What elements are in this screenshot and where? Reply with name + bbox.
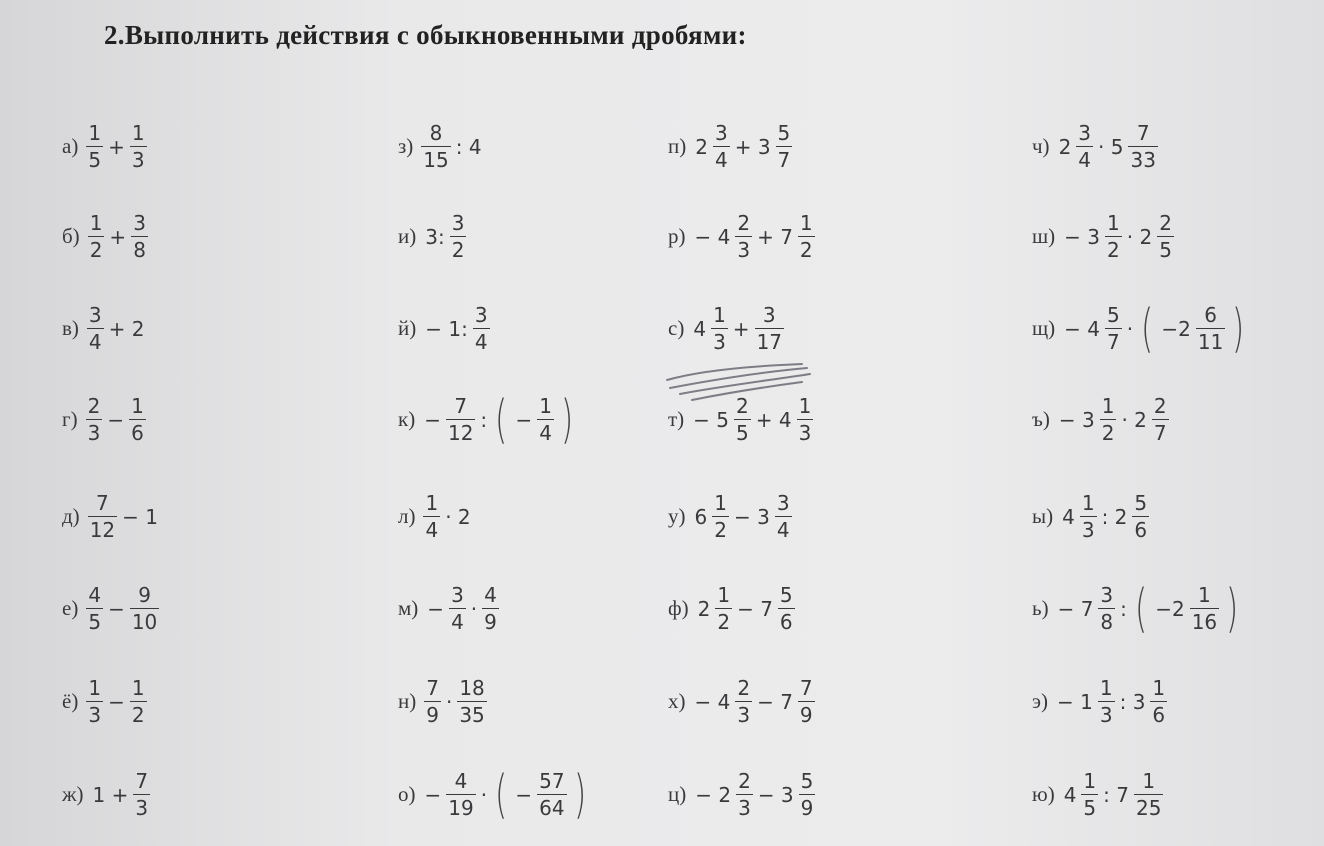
fraction (86, 393, 103, 446)
exercise-label: т) (668, 407, 685, 431)
denominator: 9 (799, 703, 813, 727)
fraction (1098, 582, 1115, 635)
numerator: 2 (737, 676, 751, 700)
exercise-label: в) (62, 316, 79, 340)
fraction (1196, 302, 1225, 355)
fraction (87, 302, 104, 355)
operator-text: + 7 (757, 224, 793, 249)
operator-text: + 4 (755, 407, 792, 432)
numerator: 7 (426, 676, 439, 700)
exercise-label: ш) (1032, 224, 1056, 248)
fraction (133, 768, 150, 821)
fraction (1080, 490, 1097, 543)
denominator: 6 (1134, 518, 1148, 542)
exercise-label: б) (62, 224, 80, 248)
fraction (130, 582, 159, 635)
exercise-label: с) (668, 316, 685, 340)
numerator: 2 (1153, 394, 1167, 418)
pen-scribble (662, 358, 812, 408)
operator-text: 4 (1063, 782, 1077, 807)
numerator: 2 (738, 769, 751, 793)
denominator: 12 (447, 421, 474, 445)
fraction (423, 490, 440, 543)
denominator: 5 (1159, 238, 1172, 262)
fraction (799, 768, 816, 821)
fraction (1128, 120, 1157, 173)
exercise-s (668, 302, 786, 355)
operator-text: : (480, 407, 488, 432)
numerator: 3 (451, 583, 464, 607)
operator-text: − (424, 407, 441, 432)
numerator: 2 (736, 394, 749, 418)
exercise-yo (62, 675, 149, 728)
numerator: 1 (539, 394, 552, 418)
fraction (450, 210, 467, 263)
numerator: 2 (1159, 211, 1172, 235)
denominator: 15 (423, 148, 449, 172)
numerator: 3 (474, 303, 488, 327)
denominator: 9 (484, 610, 497, 634)
operator-text: · 2 (445, 504, 471, 529)
operator-text: · (480, 782, 488, 807)
denominator: 6 (779, 610, 793, 634)
numerator: 1 (131, 394, 144, 418)
numerator: 3 (451, 211, 465, 235)
parenthesis: ) (1232, 298, 1245, 359)
operator-text: : 2 (1101, 504, 1128, 529)
numerator: 3 (1100, 583, 1114, 607)
operator-text: · 2 (1126, 224, 1153, 249)
numerator: 1 (798, 394, 812, 418)
denominator: 8 (1100, 610, 1114, 634)
denominator: 64 (539, 796, 565, 820)
exercise-label: ю) (1032, 782, 1055, 806)
operator-text: − (107, 407, 125, 432)
exercise-label: э) (1032, 689, 1049, 713)
operator-text: −2 (1161, 316, 1191, 341)
parenthesis: ) (561, 389, 574, 450)
exercise-label: й) (398, 316, 417, 340)
exercise-label: г) (62, 407, 78, 431)
denominator: 3 (798, 421, 812, 445)
operator-text: 2 (1058, 134, 1072, 159)
denominator: 5 (88, 148, 102, 172)
denominator: 2 (131, 703, 145, 727)
denominator: 3 (131, 148, 145, 172)
operator-text: · (1126, 316, 1134, 341)
operator-text: − 4 (1064, 316, 1101, 341)
exercise-j (398, 302, 492, 355)
fraction (86, 120, 103, 173)
operator-text: − 7 (757, 689, 793, 714)
numerator: 4 (484, 583, 497, 607)
fraction (1132, 490, 1149, 543)
denominator: 4 (474, 330, 488, 354)
denominator: 7 (777, 148, 791, 172)
denominator: 25 (1135, 796, 1162, 820)
numerator: 3 (762, 303, 776, 327)
parenthesis: ) (573, 764, 586, 825)
denominator: 5 (1083, 796, 1097, 820)
operator-text: − 3 (1058, 407, 1095, 432)
numerator: 18 (459, 676, 485, 700)
operator-text: − (108, 689, 125, 714)
numerator: 1 (717, 583, 731, 607)
exercise-label: ь) (1032, 596, 1049, 620)
exercise-soft (1032, 578, 1243, 639)
numerator: 57 (539, 769, 565, 793)
fraction (1157, 210, 1174, 263)
operator-text: − 1: (425, 316, 468, 341)
exercise-title: 2.Выполнить действия с обыкновенными дробями: (104, 20, 747, 50)
exercise-label: н) (398, 689, 417, 713)
exercise-label: ц) (668, 782, 687, 806)
numerator: 1 (1142, 769, 1156, 793)
denominator: 17 (756, 330, 783, 354)
numerator: 1 (1107, 211, 1120, 235)
denominator: 4 (714, 148, 728, 172)
fraction (537, 393, 554, 446)
denominator: 11 (1197, 330, 1224, 354)
operator-text: 1 + (92, 782, 129, 807)
operator-text: 6 (694, 504, 708, 529)
denominator: 4 (539, 421, 552, 445)
fraction (1190, 582, 1219, 635)
fraction (421, 120, 450, 173)
denominator: 3 (135, 796, 149, 820)
numerator: 3 (1078, 121, 1092, 145)
exercise-g (62, 393, 148, 446)
numerator: 1 (714, 491, 727, 515)
fraction (1081, 768, 1098, 821)
numerator: 1 (89, 211, 103, 235)
exercise-e (62, 582, 161, 635)
fraction (449, 582, 466, 635)
exercise-f (668, 582, 797, 635)
fraction (798, 675, 815, 728)
exercise-ch (1032, 120, 1160, 173)
denominator: 3 (88, 703, 102, 727)
fraction (775, 490, 792, 543)
operator-text: − 1 (122, 504, 158, 529)
numerator: 1 (799, 211, 813, 235)
denominator: 9 (426, 703, 439, 727)
numerator: 4 (454, 769, 468, 793)
denominator: 3 (713, 330, 726, 354)
denominator: 16 (1191, 610, 1218, 634)
exercise-label: м) (398, 596, 419, 620)
operator-text: : 7 (1103, 782, 1129, 807)
parenthesis: ( (495, 389, 508, 450)
exercise-m (398, 582, 501, 635)
fraction (711, 302, 728, 355)
denominator: 12 (89, 518, 116, 542)
exercise-h (668, 675, 817, 728)
denominator: 2 (714, 518, 727, 542)
numerator: 1 (425, 491, 439, 515)
fraction (88, 490, 117, 543)
numerator: 5 (800, 769, 814, 793)
numerator: 3 (714, 121, 728, 145)
exercise-r (668, 210, 817, 263)
numerator: 7 (96, 491, 109, 515)
fraction (1100, 393, 1117, 446)
numerator: 1 (713, 303, 726, 327)
denominator: 3 (1099, 703, 1113, 727)
exercise-hard (1032, 393, 1171, 446)
exercise-label: л) (398, 504, 416, 528)
numerator: 1 (1081, 491, 1095, 515)
numerator: 3 (776, 491, 790, 515)
fraction (86, 675, 103, 728)
operator-text: − 2 (695, 782, 732, 807)
exercise-ee (1032, 675, 1169, 728)
numerator: 3 (133, 211, 146, 235)
operator-text: − 4 (694, 224, 731, 249)
fraction (1150, 675, 1167, 728)
fraction (457, 675, 486, 728)
operator-text: · (470, 596, 478, 621)
denominator: 3 (1081, 518, 1095, 542)
denominator: 33 (1130, 148, 1156, 172)
operator-text: · 2 (1121, 407, 1147, 432)
fraction (1098, 675, 1115, 728)
operator-text: 3: (425, 224, 445, 249)
fraction (130, 675, 147, 728)
exercise-label: п) (668, 134, 687, 158)
fraction (424, 675, 441, 728)
exercise-label: к) (398, 407, 416, 431)
denominator: 10 (131, 610, 158, 634)
exercise-label: ы) (1032, 504, 1054, 528)
exercise-label: з) (398, 134, 414, 158)
denominator: 4 (1078, 148, 1092, 172)
fraction (446, 393, 475, 446)
operator-text: + (109, 224, 127, 249)
operator-text: − (427, 596, 445, 621)
numerator: 5 (1134, 491, 1148, 515)
fraction (473, 302, 490, 355)
numerator: 7 (454, 394, 468, 418)
operator-text: − (424, 782, 442, 807)
exercise-y (1032, 490, 1151, 543)
fraction (736, 768, 753, 821)
fraction (755, 302, 784, 355)
numerator: 7 (1136, 121, 1150, 145)
fraction (735, 675, 752, 728)
fraction (446, 768, 475, 821)
exercise-yu (1032, 768, 1165, 821)
fraction (130, 120, 147, 173)
numerator: 2 (87, 394, 101, 418)
operator-text: + (732, 316, 750, 341)
numerator: 1 (1101, 394, 1115, 418)
exercise-label: и) (398, 224, 417, 248)
numerator: 1 (131, 121, 145, 145)
denominator: 4 (425, 518, 439, 542)
numerator: 5 (779, 583, 793, 607)
fraction (129, 393, 146, 446)
numerator: 4 (88, 583, 102, 607)
operator-text: − 3 (733, 504, 770, 529)
exercise-label: ъ) (1032, 407, 1050, 431)
exercise-b (62, 210, 150, 263)
denominator: 6 (1152, 703, 1166, 727)
exercise-d (62, 490, 161, 543)
exercise-ts (668, 768, 817, 821)
operator-text: · 5 (1098, 134, 1124, 159)
denominator: 3 (738, 796, 751, 820)
operator-text: − 3 (757, 782, 794, 807)
denominator: 8 (133, 238, 146, 262)
exercise-sh (1032, 210, 1176, 263)
operator-text: · (445, 689, 453, 714)
exercise-label: ё) (62, 689, 79, 713)
operator-text: 4 (693, 316, 707, 341)
numerator: 1 (88, 121, 102, 145)
numerator: 1 (131, 676, 145, 700)
denominator: 2 (1101, 421, 1115, 445)
denominator: 19 (448, 796, 474, 820)
operator-text: − 7 (737, 596, 773, 621)
exercise-p (668, 120, 794, 173)
parenthesis: ) (1226, 578, 1239, 639)
denominator: 4 (451, 610, 464, 634)
fraction (1076, 120, 1093, 173)
fraction (482, 582, 499, 635)
numerator: 1 (1083, 769, 1097, 793)
exercise-sch (1032, 298, 1250, 359)
exercise-label: о) (398, 782, 416, 806)
numerator: 1 (1198, 583, 1211, 607)
operator-text: − (515, 782, 533, 807)
fraction (1134, 768, 1163, 821)
denominator: 6 (131, 421, 144, 445)
fraction (776, 120, 793, 173)
fraction (537, 768, 566, 821)
exercise-k (398, 389, 578, 450)
operator-text: : 4 (455, 134, 482, 159)
operator-text: −2 (1155, 596, 1185, 621)
operator-text: 2 (697, 596, 711, 621)
numerator: 5 (777, 121, 791, 145)
fraction (798, 210, 815, 263)
operator-text: − 7 (1057, 596, 1094, 621)
operator-text: 2 (695, 134, 708, 159)
denominator: 2 (451, 238, 465, 262)
exercise-label: ч) (1032, 134, 1050, 158)
exercise-label: р) (668, 224, 686, 248)
exercise-l (398, 490, 474, 543)
denominator: 2 (799, 238, 813, 262)
parenthesis: ( (1141, 298, 1154, 359)
exercise-a (62, 120, 149, 173)
numerator: 9 (138, 583, 151, 607)
operator-text: : (1120, 596, 1127, 621)
operator-text: 4 (1062, 504, 1075, 529)
fraction (86, 582, 103, 635)
fraction (88, 210, 105, 263)
exercise-label: х) (668, 689, 686, 713)
numerator: 8 (429, 121, 443, 145)
operator-text: + 3 (734, 134, 771, 159)
denominator: 4 (776, 518, 790, 542)
denominator: 5 (736, 421, 749, 445)
parenthesis: ( (495, 764, 508, 825)
numerator: 5 (1107, 303, 1120, 327)
numerator: 6 (1204, 303, 1217, 327)
operator-text: − 4 (694, 689, 731, 714)
denominator: 2 (1107, 238, 1120, 262)
numerator: 2 (737, 211, 751, 235)
exercise-i (398, 210, 468, 263)
denominator: 3 (87, 421, 101, 445)
exercise-label: е) (62, 596, 79, 620)
denominator: 35 (459, 703, 485, 727)
denominator: 2 (717, 610, 731, 634)
numerator: 7 (799, 676, 813, 700)
denominator: 3 (737, 703, 751, 727)
fraction (1105, 302, 1122, 355)
denominator: 7 (1107, 330, 1120, 354)
operator-text: − 1 (1057, 689, 1093, 714)
operator-text: + 2 (108, 316, 145, 341)
fraction (713, 120, 730, 173)
denominator: 4 (88, 330, 102, 354)
operator-text: − 3 (1064, 224, 1101, 249)
exercise-label: д) (62, 504, 80, 528)
operator-text: + (108, 134, 125, 159)
exercise-label: у) (668, 504, 686, 528)
numerator: 1 (88, 676, 102, 700)
fraction (1152, 393, 1169, 446)
exercise-label: ж) (62, 782, 84, 806)
denominator: 2 (89, 238, 103, 262)
operator-text: − (108, 596, 125, 621)
exercise-z (398, 120, 485, 173)
denominator: 3 (737, 238, 751, 262)
fraction (778, 582, 795, 635)
denominator: 5 (88, 610, 102, 634)
operator-text: − 5 (693, 407, 730, 432)
exercise-n (398, 675, 489, 728)
fraction (715, 582, 732, 635)
denominator: 7 (1153, 421, 1167, 445)
operator-text: − (515, 407, 533, 432)
fraction (735, 210, 752, 263)
fraction (131, 210, 148, 263)
operator-text: : 3 (1119, 689, 1146, 714)
exercise-o (398, 764, 591, 825)
numerator: 3 (88, 303, 102, 327)
exercise-zh (62, 768, 152, 821)
numerator: 1 (1152, 676, 1166, 700)
parenthesis: ( (1134, 578, 1148, 639)
fraction (712, 490, 729, 543)
numerator: 1 (1099, 676, 1113, 700)
exercise-label: щ) (1032, 316, 1056, 340)
exercise-label: ф) (668, 596, 689, 620)
exercise-label: а) (62, 134, 79, 158)
fraction (1105, 210, 1122, 263)
exercise-u (668, 490, 794, 543)
exercise-v (62, 302, 148, 355)
denominator: 9 (800, 796, 814, 820)
numerator: 7 (135, 769, 149, 793)
